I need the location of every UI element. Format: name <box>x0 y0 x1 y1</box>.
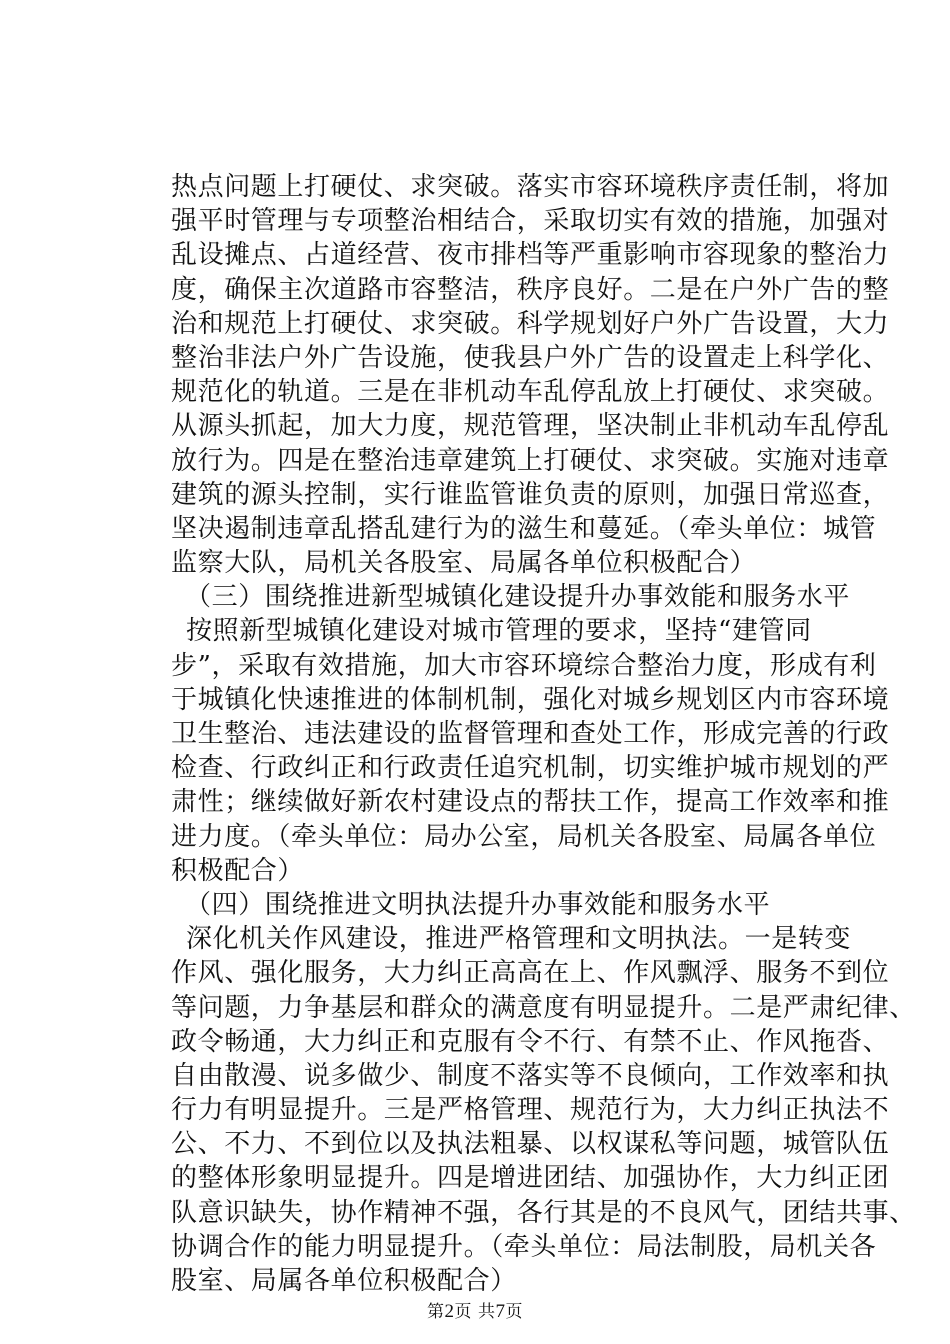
page-footer <box>0 1302 950 1322</box>
body-line: 步”，采取有效措施，加大市容环境综合整治力度，形成有利 <box>171 650 877 681</box>
body-line: 规范化的轨道。三是在非机动车乱停乱放上打硬仗、求突破。 <box>171 377 890 408</box>
body-line: 放行为。四是在整治违章建筑上打硬仗、求突破。实施对违章 <box>171 445 890 476</box>
total-page-number: 7 <box>495 1301 506 1322</box>
body-line: 卫生整治、违法建设的监督管理和查处工作，形成完善的行政 <box>171 719 890 749</box>
body-line: 进力度。（牵头单位：局办公室，局机关各股室、局属各单位 <box>171 821 877 852</box>
current-page-number: 2 <box>444 1301 455 1322</box>
body-line: 作风、强化服务，大力纠正高高在上、作风飘浮、服务不到位 <box>171 958 890 989</box>
body-line: 坚决遏制违章乱搭乱建行为的滋生和蔓延。（牵头单位：城管 <box>171 513 877 544</box>
body-line: 自由散漫、说多做少、制度不落实等不良倾向，工作效率和执 <box>171 1060 890 1091</box>
section-heading-3: （三）围绕推进新型城镇化建设提升办事效能和服务水平 <box>185 582 851 613</box>
body-line: 肃性；继续做好新农村建设点的帮扶工作，提高工作效率和推 <box>171 787 890 818</box>
footer-prefix: 第 <box>427 1302 445 1322</box>
body-line: 等问题，力争基层和群众的满意度有明显提升。二是严肃纪律、 <box>171 992 916 1023</box>
body-line: 股室、局属各单位积极配合） <box>171 1266 517 1296</box>
body-line: 的整体形象明显提升。四是增进团结、加强协作，大力纠正团 <box>171 1163 890 1194</box>
body-line: 建筑的源头控制，实行谁监管谁负责的原则，加强日常巡查， <box>171 479 890 510</box>
body-line: 检查、行政纠正和行政责任追究机制，切实维护城市规划的严 <box>171 753 890 784</box>
footer-middle: 页 共 <box>454 1302 496 1322</box>
body-line: 行力有明显提升。三是严格管理、规范行为，大力纠正执法不 <box>171 1095 890 1126</box>
section-heading-4: （四）围绕推进文明执法提升办事效能和服务水平 <box>185 889 771 920</box>
body-line: 队意识缺失，协作精神不强，各行其是的不良风气，团结共事、 <box>171 1197 916 1228</box>
body-line: 监察大队，局机关各股室、局属各单位积极配合） <box>171 548 757 579</box>
body-line: 整治非法户外广告设施，使我县户外广告的设置走上科学化、 <box>171 342 890 373</box>
paragraph-start-line: 深化机关作风建设，推进严格管理和文明执法。一是转变 <box>186 924 852 955</box>
footer-suffix: 页 <box>505 1302 523 1322</box>
body-line: 政令畅通，大力纠正和克服有令不行、有禁不止、作风拖沓、 <box>171 1026 890 1057</box>
body-line: 协调合作的能力明显提升。（牵头单位：局法制股，局机关各 <box>171 1231 877 1262</box>
body-line: 于城镇化快速推进的体制机制，强化对城乡规划区内市容环境 <box>171 684 890 715</box>
body-line: 治和规范上打硬仗、求突破。科学规划好户外广告设置，大力 <box>171 308 890 339</box>
body-line: 积极配合） <box>171 855 305 886</box>
document-body <box>171 170 916 1298</box>
body-line: 乱设摊点、占道经营、夜市排档等严重影响市容现象的整治力 <box>171 240 890 271</box>
paragraph-start-line: 按照新型城镇化建设对城市管理的要求，坚持“建管同 <box>186 616 812 647</box>
body-line: 热点问题上打硬仗、求突破。落实市容环境秩序责任制，将加 <box>171 172 890 202</box>
body-line: 度，确保主次道路市容整洁，秩序良好。二是在户外广告的整 <box>171 274 890 305</box>
body-line: 强平时管理与专项整治相结合，采取切实有效的措施，加强对 <box>171 206 890 237</box>
body-line: 公、不力、不到位以及执法粗暴、以权谋私等问题，城管队伍 <box>171 1129 890 1160</box>
body-line: 从源头抓起，加大力度，规范管理，坚决制止非机动车乱停乱 <box>171 411 890 442</box>
